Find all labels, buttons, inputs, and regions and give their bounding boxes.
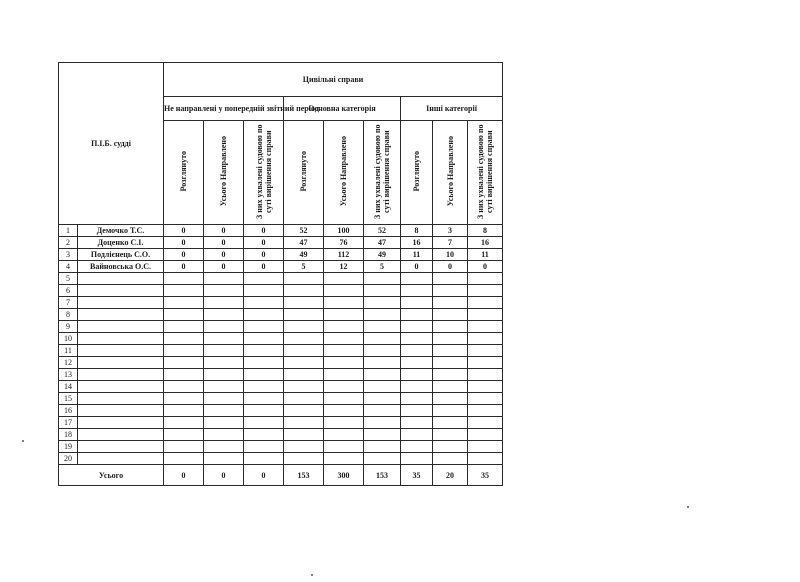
value-cell: 0 [164,225,204,237]
value-cell: 52 [364,225,401,237]
table-row [59,309,503,321]
row-number: 12 [59,357,78,369]
value-cell [401,357,433,369]
value-cell [204,273,244,285]
value-cell [433,429,468,441]
col-header-decided: З них ухвалені судовою по суті вирішення справи [244,121,284,225]
total-cell: 20 [433,465,468,486]
total-cell: 153 [364,465,401,486]
value-cell [364,441,401,453]
row-number: 14 [59,381,78,393]
value-cell [401,273,433,285]
value-cell [204,453,244,465]
value-cell: 49 [284,249,324,261]
value-cell [433,285,468,297]
value-cell [244,285,284,297]
total-cell: 35 [401,465,433,486]
value-cell [364,285,401,297]
value-cell [284,393,324,405]
value-cell: 0 [244,261,284,273]
value-cell [324,273,364,285]
table-row [59,417,503,429]
table-row [59,369,503,381]
value-cell [164,369,204,381]
value-cell: 76 [324,237,364,249]
value-cell [164,345,204,357]
value-cell [468,429,503,441]
value-cell: 0 [164,249,204,261]
value-cell [284,321,324,333]
table-row [59,249,503,261]
value-cell: 5 [284,261,324,273]
value-cell: 0 [164,237,204,249]
judge-name [78,429,164,441]
value-cell: 0 [433,261,468,273]
value-cell [468,297,503,309]
value-cell [164,393,204,405]
judge-name [78,453,164,465]
table-row [59,261,503,273]
value-cell [324,381,364,393]
value-cell [364,393,401,405]
judge-name [78,273,164,285]
value-cell [468,381,503,393]
value-cell [284,333,324,345]
value-cell [284,309,324,321]
value-cell [401,405,433,417]
value-cell [204,381,244,393]
value-cell [401,321,433,333]
value-cell: 0 [204,261,244,273]
judge-name [78,321,164,333]
value-cell [433,393,468,405]
value-cell: 8 [401,225,433,237]
value-cell [468,393,503,405]
table-row [59,393,503,405]
value-cell [164,333,204,345]
value-cell: 0 [204,225,244,237]
table-row [59,321,503,333]
value-cell [364,405,401,417]
value-cell [284,285,324,297]
row-number: 6 [59,285,78,297]
value-cell [324,393,364,405]
value-cell [244,309,284,321]
value-cell [204,333,244,345]
value-cell [284,381,324,393]
value-cell: 10 [433,249,468,261]
value-cell [244,369,284,381]
row-number: 19 [59,441,78,453]
col-header-sent: Усього Направлено [204,121,244,225]
value-cell [324,297,364,309]
judge-name [78,357,164,369]
value-cell [468,405,503,417]
judge-name [78,417,164,429]
scan-speck [311,574,313,576]
value-cell: 7 [433,237,468,249]
value-cell [324,309,364,321]
value-cell [204,345,244,357]
row-number: 20 [59,453,78,465]
value-cell [204,429,244,441]
value-cell [244,321,284,333]
judge-name: Подлієнець С.О. [78,249,164,261]
scan-speck [22,440,24,442]
value-cell [324,369,364,381]
col-header-sent: Усього Направлено [433,121,468,225]
value-cell [204,405,244,417]
value-cell [364,369,401,381]
total-cell: 300 [324,465,364,486]
table-row [59,441,503,453]
value-cell [164,321,204,333]
value-cell [164,429,204,441]
value-cell: 47 [364,237,401,249]
value-cell: 3 [433,225,468,237]
value-cell [364,309,401,321]
value-cell [433,321,468,333]
value-cell [164,297,204,309]
row-number: 8 [59,309,78,321]
value-cell [364,297,401,309]
table-row [59,357,503,369]
value-cell [468,357,503,369]
value-cell: 16 [468,237,503,249]
value-cell [433,441,468,453]
value-cell [244,393,284,405]
value-cell: 16 [401,237,433,249]
value-cell [284,345,324,357]
row-number: 16 [59,405,78,417]
value-cell [433,405,468,417]
scan-speck [687,506,689,508]
value-cell [401,393,433,405]
table-row [59,237,503,249]
value-cell [468,333,503,345]
table-row [59,297,503,309]
total-cell: 0 [204,465,244,486]
value-cell [468,369,503,381]
value-cell [364,321,401,333]
value-cell [324,405,364,417]
row-number: 18 [59,429,78,441]
row-number: 13 [59,369,78,381]
value-cell [364,273,401,285]
table-row [59,453,503,465]
value-cell [401,441,433,453]
value-cell [284,357,324,369]
value-cell [244,405,284,417]
value-cell [284,405,324,417]
value-cell [204,297,244,309]
value-cell [244,357,284,369]
value-cell: 11 [401,249,433,261]
table-row [59,381,503,393]
court-cases-table [58,62,503,486]
value-cell [468,345,503,357]
value-cell [324,285,364,297]
value-cell [324,345,364,357]
value-cell [401,381,433,393]
col-header-considered: Розглянуто [284,121,324,225]
value-cell [244,381,284,393]
judge-name [78,393,164,405]
row-number: 10 [59,333,78,345]
value-cell: 0 [401,261,433,273]
judge-name [78,369,164,381]
value-cell [468,273,503,285]
table-row [59,345,503,357]
value-cell [401,285,433,297]
col-header-considered: Розглянуто [164,121,204,225]
value-cell: 5 [364,261,401,273]
value-cell [468,441,503,453]
value-cell [433,309,468,321]
value-cell [284,417,324,429]
row-number: 1 [59,225,78,237]
value-cell [244,297,284,309]
judge-name-header: П.І.Б. судді [59,63,164,225]
value-cell [468,309,503,321]
value-cell [284,297,324,309]
total-label: Усього [59,465,164,486]
value-cell [324,333,364,345]
value-cell [244,345,284,357]
value-cell [164,405,204,417]
value-cell [204,285,244,297]
value-cell [204,321,244,333]
value-cell: 8 [468,225,503,237]
value-cell [364,333,401,345]
value-cell [401,429,433,441]
value-cell [284,429,324,441]
value-cell [433,453,468,465]
value-cell: 0 [244,225,284,237]
value-cell: 12 [324,261,364,273]
row-number: 4 [59,261,78,273]
judge-name [78,285,164,297]
value-cell [164,357,204,369]
value-cell [468,417,503,429]
table-row [59,225,503,237]
judge-name [78,345,164,357]
judge-name: Вайновська О.С. [78,261,164,273]
value-cell: 11 [468,249,503,261]
value-cell [433,417,468,429]
table-row [59,285,503,297]
value-cell [244,429,284,441]
value-cell [324,321,364,333]
value-cell [324,357,364,369]
col-header-sent: Усього Направлено [324,121,364,225]
row-number: 2 [59,237,78,249]
table-row [59,273,503,285]
value-cell [364,345,401,357]
value-cell [364,417,401,429]
judge-name [78,381,164,393]
value-cell [284,441,324,453]
value-cell [401,369,433,381]
value-cell [433,369,468,381]
col-header-decided: З них ухвалені судовою по суті вирішення справи [468,121,503,225]
value-cell [324,441,364,453]
value-cell [433,345,468,357]
row-number: 9 [59,321,78,333]
value-cell [364,357,401,369]
table-row [59,333,503,345]
group-header-main: Основна категорія [284,97,401,121]
value-cell [284,273,324,285]
value-cell [204,417,244,429]
value-cell [244,417,284,429]
total-cell: 0 [164,465,204,486]
value-cell [401,309,433,321]
value-cell [324,429,364,441]
value-cell: 0 [164,261,204,273]
value-cell [433,297,468,309]
row-number: 11 [59,345,78,357]
row-number: 7 [59,297,78,309]
value-cell [433,381,468,393]
total-cell: 153 [284,465,324,486]
judge-name [78,333,164,345]
group-header-other: Інші категорії [401,97,503,121]
value-cell [401,345,433,357]
col-header-decided: З них ухвалені судовою по суті вирішення справи [364,121,401,225]
table-row [59,405,503,417]
table-row [59,429,503,441]
value-cell [164,381,204,393]
value-cell [468,285,503,297]
value-cell: 0 [204,249,244,261]
value-cell [164,453,204,465]
value-cell [244,441,284,453]
value-cell [364,453,401,465]
value-cell [164,309,204,321]
value-cell [204,441,244,453]
value-cell [204,357,244,369]
row-number: 17 [59,417,78,429]
value-cell [204,309,244,321]
value-cell [468,321,503,333]
value-cell [364,429,401,441]
value-cell [164,441,204,453]
total-cell: 35 [468,465,503,486]
value-cell [324,417,364,429]
value-cell [164,273,204,285]
row-number: 15 [59,393,78,405]
value-cell [401,453,433,465]
row-number: 3 [59,249,78,261]
value-cell [401,417,433,429]
value-cell [433,357,468,369]
total-row [59,465,503,486]
judge-name [78,405,164,417]
value-cell [204,369,244,381]
value-cell [324,453,364,465]
value-cell: 100 [324,225,364,237]
group-header-previous: Не направлені у попередній звітний період [164,97,284,121]
judge-name [78,309,164,321]
civil-cases-header: Цивільні справи [164,63,503,97]
row-number: 5 [59,273,78,285]
value-cell [244,273,284,285]
value-cell: 0 [244,249,284,261]
value-cell: 0 [244,237,284,249]
judge-name: Демочко Т.С. [78,225,164,237]
value-cell [401,297,433,309]
total-cell: 0 [244,465,284,486]
judge-name [78,441,164,453]
value-cell [244,453,284,465]
value-cell [284,369,324,381]
value-cell [204,393,244,405]
value-cell [284,453,324,465]
value-cell: 112 [324,249,364,261]
value-cell [433,333,468,345]
value-cell: 52 [284,225,324,237]
judge-name [78,297,164,309]
value-cell [401,333,433,345]
value-cell: 0 [468,261,503,273]
value-cell [468,453,503,465]
value-cell [433,273,468,285]
value-cell: 0 [204,237,244,249]
col-header-considered: Розглянуто [401,121,433,225]
value-cell: 49 [364,249,401,261]
value-cell [164,285,204,297]
value-cell [164,417,204,429]
value-cell: 47 [284,237,324,249]
value-cell [364,381,401,393]
judge-name: Доценко С.І. [78,237,164,249]
value-cell [244,333,284,345]
